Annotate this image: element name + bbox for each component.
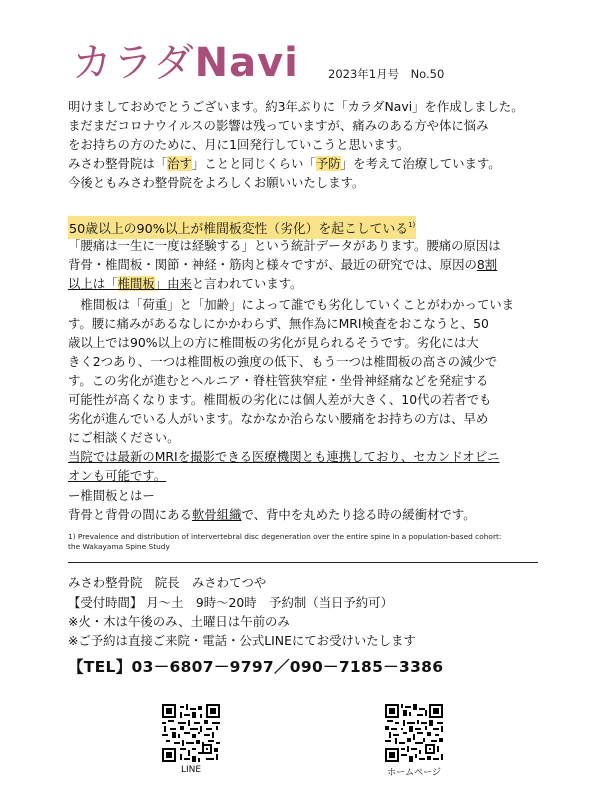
line-qr-code[interactable] [162,704,220,762]
article-line: 以上は「椎間板」由来と言われています。 [68,276,303,291]
article-line: 可能性が高くなります。椎間板の劣化には個人差が大きく、10代の若者でも [68,392,492,407]
article-line: 椎間板は「荷重」と「加齢」によって誰でも劣化していくことがわかっていま [68,297,515,312]
reservation-note: ※ご予約は直接ご来院・電話・公式LINEにてお受けいたします [68,633,416,648]
phone-numbers: 【TEL】03－6807－9797／090－7185－3386 [68,658,444,676]
article-line: 歳以上では90%以上の方に椎間板の劣化が見られるそうです。劣化には大 [68,335,479,350]
line-qr-label: LINE [180,765,202,775]
greeting-line: 今後ともみさわ整骨院をよろしくお願いいたします。 [68,175,365,190]
title-latin: Navi [194,40,299,86]
definition-title: ー椎間板とはー [68,488,155,503]
homepage-qr-code[interactable] [385,704,443,762]
article-line: 「腰痛は一生に一度は経験する」という統計データがあります。腰痛の原因は [68,238,501,253]
article-line: にご相談ください。 [68,430,180,445]
greeting-line: 明けましておめでとうございます。約3年ぶりに「カラダNavi」を作成しました。 [68,99,524,114]
greeting-line: みさわ整骨院は「治す」ことと同じくらい「予防」を考えて治療しています。 [68,156,501,171]
article-line: す。この劣化が進むとヘルニア・脊柱管狭窄症・坐骨神経痛などを発症する [68,373,489,388]
issue-info: 2023年1月号 No.50 [328,67,445,81]
greeting-line: まだまだコロナウイルスの影響は残っていますが、痛みのある方や体に悩み [68,118,489,133]
article-line: 劣化が進んでいる人がいます。なかなか治らない腰痛をお持ちの方は、早め [68,411,489,426]
greeting-line: をお持ちの方のために、月に1回発行していこうと思います。 [68,137,410,152]
definition-text: 背骨と背骨の間にある軟骨組織で、背中を丸めたり捻る時の緩衝材です。 [68,507,476,522]
article-heading: 50歳以上の90%以上が椎間板変性（劣化）を起こしている$^{1)}$ [68,216,416,239]
reception-hours: 【受付時間】 月～土 9時～20時 予約制（当日予約可） [68,595,393,610]
highlight-cure: 治す [167,156,192,171]
divider [68,562,538,563]
mri-note-line: オンも可能です。 [68,468,167,483]
newsletter-title [72,40,299,86]
clinic-name: みさわ整骨院 院長 みさわてつや [68,575,267,590]
heading-footnote-ref: 1) [408,221,416,229]
mri-note-line: 当院では最新のMRIを撮影できる医療機関とも連携しており、セカンドオピニ [68,449,500,464]
footnote: 1) Prevalence and distribution of intervertebral disc degeneration over the entire spine in a population-based cohort: the Wakayama Spine Study [68,532,502,551]
schedule-note: ※火・木は午後のみ、土曜日は午前のみ [68,614,290,629]
homepage-qr-label: ホームページ [387,768,441,778]
highlight-prevent: 予防 [315,156,341,171]
article-line: 背骨・椎間板・関節・神経・筋肉と様々ですが、最近の研究では、原因の8割 [68,257,498,272]
article-line: す。腰に痛みがあるなしにかかわらず、無作為にMRI検査をおこなうと、50 [68,316,489,331]
title-kana: カラダ [72,40,195,86]
article-line: きく2つあり、一つは椎間板の強度の低下、もう一つは椎間板の高さの減少で [68,354,498,369]
